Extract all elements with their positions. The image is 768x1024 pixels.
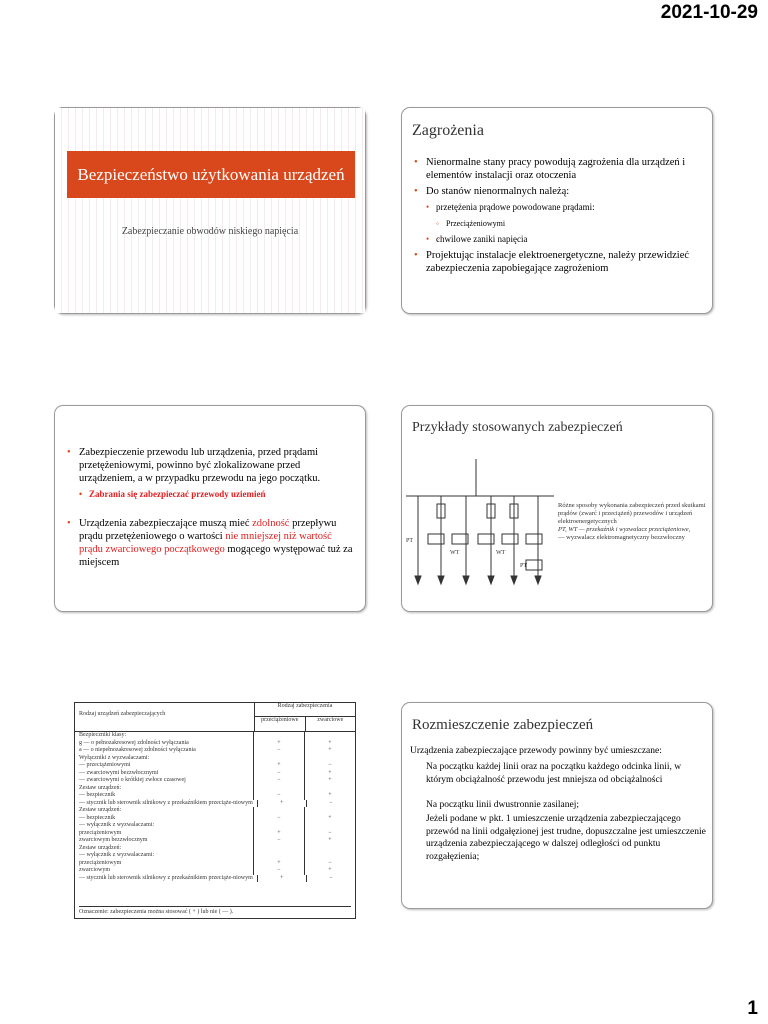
table-mark: − <box>254 770 305 778</box>
table-cell: — zwarciowymi bezzwłocznymi <box>75 770 254 778</box>
table-cell: — przeciążeniowymi <box>75 762 254 770</box>
arrow-down-icon <box>535 576 541 584</box>
table-cell: — zwarciowymi o krótkiej zwłoce czasowej <box>75 777 254 785</box>
table-mark <box>305 732 355 740</box>
table-mark: − <box>328 829 332 836</box>
table-header-cell: przeciążeniowe <box>255 717 306 731</box>
table-row <box>75 747 355 755</box>
table-mark: − <box>328 859 332 866</box>
table-row <box>75 785 355 793</box>
table-row <box>75 755 355 763</box>
slide-heading: Zagrożenia <box>412 122 484 139</box>
bullet-item: • Zabezpieczenie przewodu lub urządzenia, przed prądami przetężeniowymi, powinno być zlokalizowane przed urządzeniem, a w przypadku przewodu na jego początku. <box>67 446 357 485</box>
slide-rozmieszczenie <box>401 702 713 909</box>
slide-subtitle: Zabezpieczanie obwodów niskiego napięcia <box>121 226 299 237</box>
table-mark: − <box>254 837 305 845</box>
table-cell: Zestaw urządzeń: <box>75 785 254 793</box>
table-mark: + <box>328 777 332 783</box>
bullet-list <box>414 156 704 278</box>
table-mark <box>305 807 355 815</box>
table-mark <box>254 822 305 830</box>
table-cell: — wyłącznik z wyzwalaczami: <box>75 822 254 830</box>
bullet-subitem-warning: • Zabrania się zabezpieczać przewody uziemień <box>67 488 357 501</box>
relay-box <box>526 560 542 570</box>
table-cell: Zestaw urządzeń: <box>75 807 254 815</box>
table-mark: + <box>254 740 305 748</box>
table-row <box>75 770 355 778</box>
bullet-item: • Projektując instalacje elektroenergetyczne, należy przewidzieć zabezpieczenia zapobiegające zagrożeniom <box>414 249 704 275</box>
table-row <box>75 777 355 785</box>
table-row <box>75 822 355 830</box>
diagram-label: PT <box>406 538 414 544</box>
slide-title <box>54 107 366 314</box>
table-mark: − <box>254 777 305 785</box>
table-mark: − <box>254 867 305 875</box>
table-mark: − <box>328 762 332 768</box>
diagram-label: PT <box>520 563 528 569</box>
table-mark <box>305 755 355 763</box>
table-mark <box>254 755 305 763</box>
table-mark: + <box>254 762 305 770</box>
bullet-subitem: • chwilowe zaniki napięcia <box>414 233 704 246</box>
table-row <box>75 860 355 868</box>
slide-background <box>55 108 365 313</box>
table-row <box>75 815 355 823</box>
table-row <box>75 762 355 770</box>
text-run-highlight: zdolność <box>252 518 290 529</box>
table-cell: — wyłącznik z wyzwalaczami: <box>75 852 254 860</box>
table-mark: + <box>328 867 332 873</box>
table-mark: + <box>254 860 305 868</box>
table-header-cell: Rodzaj zabezpieczenia <box>255 703 355 717</box>
slide-heading: Przykłady stosowanych zabezpieczeń <box>412 420 623 435</box>
table-mark: − <box>254 747 305 755</box>
text-run: przepływu prądu przetężeniowego o wartości <box>79 518 337 542</box>
table-mark <box>305 852 355 860</box>
caption-line: Różne sposoby wykonania zabezpieczeń przed skutkami prądów (zwarć i przeciążeń) przewodów i urządzeń elektroenergetycznych <box>558 502 706 525</box>
table-cell: zwarciowym <box>75 867 254 875</box>
table-mark: + <box>328 739 332 746</box>
table-row <box>75 837 355 845</box>
arrow-down-icon <box>511 576 517 584</box>
diagram-label: WT <box>450 550 460 556</box>
table-cell: — stycznik lub sterownik silnikowy z przekaźnikiem przeciąże-niowym <box>75 875 258 883</box>
table-mark <box>254 785 305 793</box>
table-row <box>75 845 355 853</box>
table-row <box>75 875 355 883</box>
arrow-down-icon <box>438 576 444 584</box>
table-mark: + <box>328 814 332 821</box>
table-row <box>75 852 355 860</box>
table-cell: Bezpieczniki klasy: <box>75 732 254 740</box>
table-mark <box>254 845 305 853</box>
table-mark: + <box>258 800 307 808</box>
bullet-subsubitem: ◦ Przeciążeniowymi <box>414 217 704 230</box>
table-row <box>75 800 355 808</box>
slide-przyklady <box>401 405 713 612</box>
table-header <box>75 703 355 732</box>
table-mark: + <box>328 792 332 798</box>
table-mark <box>254 732 305 740</box>
relay-box <box>502 534 518 544</box>
bullet-item: • Do stanów nienormalnych należą: <box>414 185 704 198</box>
arrow-down-icon <box>415 576 421 584</box>
table-mark: + <box>328 837 332 843</box>
table-row <box>75 732 355 740</box>
table-mark <box>305 845 355 853</box>
table-cell: zwarciowym bezzwłocznym <box>75 837 254 845</box>
table-cell: — bezpiecznik <box>75 792 254 800</box>
table-header-group <box>255 703 355 731</box>
slide-zagrozenia <box>401 107 713 314</box>
table-cell: — stycznik lub sterownik silnikowy z przekaźnikiem przeciąże-niowym <box>75 800 258 808</box>
table-row <box>75 792 355 800</box>
bullet-subitem: • przetężenia prądowe powodowane prądami: <box>414 201 704 214</box>
table-mark <box>254 852 305 860</box>
table-cell: przeciążeniowym <box>75 830 254 838</box>
arrow-down-icon <box>488 576 494 584</box>
slide-tabela <box>54 702 364 915</box>
table-cell: g — o pełnozakresowej zdolności wyłączania <box>75 740 254 748</box>
table-mark <box>305 785 355 793</box>
table-mark: − <box>329 874 333 881</box>
rule-paragraph: Na początku każdej linii oraz na początku każdego odcinka linii, w którym obciążalność przewodu jest mniejsza od obciążalności <box>426 762 682 785</box>
text-run: Urządzenia zabezpieczające muszą mieć <box>79 518 253 529</box>
table-row <box>75 830 355 838</box>
table-mark <box>305 822 355 830</box>
table-mark <box>254 807 305 815</box>
table-row <box>75 807 355 815</box>
diagram-label: WT <box>496 550 506 556</box>
bullet-list <box>67 446 357 572</box>
slide-heading: Rozmieszczenie zabezpieczeń <box>412 717 594 733</box>
rule-paragraph: Jeżeli podane w pkt. 1 umieszczenie urządzenia zabezpieczającego przewód na linii odgałęzionej jest trudne, dopuszczalne jest umieszczenie urządzenia zabezpieczającego w dalszej odległości od punktu rozgałęzienia; <box>426 814 706 862</box>
relay-box <box>478 534 494 544</box>
table-header-cell: zwarciowe <box>317 717 344 723</box>
diagram-caption <box>558 502 708 542</box>
table-mark: + <box>328 747 332 753</box>
table-mark: + <box>328 769 332 776</box>
table-cell: a — o niepełnozakresowej zdolności wyłączania <box>75 747 254 755</box>
relay-box <box>526 534 542 544</box>
slide-title-bar: Bezpieczeństwo użytkowania urządzeń <box>67 151 355 198</box>
bullet-item: • Nienormalne stany pracy powodują zagrożenia dla urządzeń i elementów instalacji oraz otoczenia <box>414 156 704 182</box>
table-mark: − <box>254 792 305 800</box>
bullet-item <box>67 517 357 569</box>
relay-box <box>428 534 444 544</box>
table-row <box>75 867 355 875</box>
table-note: Oznaczenie: zabezpieczenia można stosować ( + ) lub nie ( — ). <box>79 906 351 917</box>
table-cell: Wyłączniki z wyzwalaczami: <box>75 755 254 763</box>
table-cell: Zestaw urządzeń: <box>75 845 254 853</box>
text-run-highlight: nie mniejszej niż wartość prądu zwarciowego początkowego <box>79 531 332 555</box>
table-row <box>75 740 355 748</box>
table-cell: — bezpiecznik <box>75 815 254 823</box>
intro-text: Urządzenia zabezpieczające przewody powinny być umieszczane: <box>410 746 662 756</box>
caption-line: PT, WT — przekaźnik i wyzwalacz przeciążeniowe, <box>558 526 691 533</box>
page-number: 1 <box>747 998 758 1019</box>
arrow-down-icon <box>463 576 469 584</box>
table-mark: + <box>258 875 307 883</box>
text-run: mogącego występować tuż za miejscem <box>79 544 353 568</box>
table-cell: przeciążeniowym <box>75 860 254 868</box>
table-body <box>75 732 355 882</box>
table-mark: + <box>254 830 305 838</box>
circuit-diagram <box>406 454 556 589</box>
rule-paragraph: Na początku linii dwustronnie zasilanej; <box>426 800 580 810</box>
table-subheader <box>255 717 355 731</box>
table-header-cell: Rodzaj urządzeń zabezpieczających <box>75 703 255 731</box>
protection-table <box>74 702 356 919</box>
slide-zabezpieczenie <box>54 405 366 612</box>
print-date: 2021-10-29 <box>660 2 758 23</box>
table-mark: − <box>329 799 333 806</box>
table-mark: − <box>254 815 305 823</box>
caption-line: — wyzwalacz elektromagnetyczny bezzwłoczny <box>558 534 685 541</box>
